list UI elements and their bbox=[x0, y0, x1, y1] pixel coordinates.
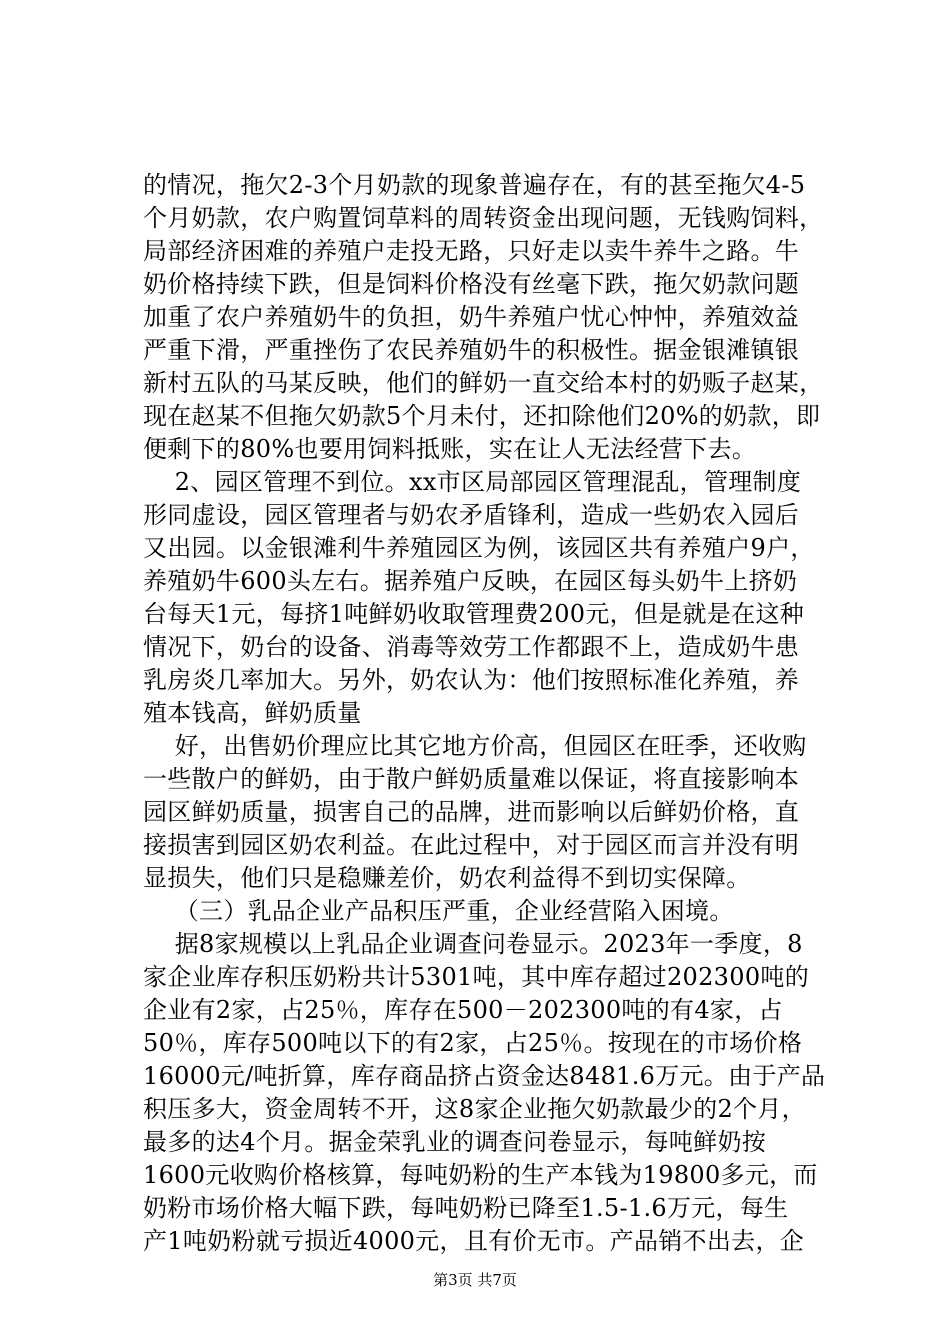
text-line: 16000元/吨折算，库存商品挤占资金达8481.6万元。由于产品 bbox=[143, 1062, 826, 1090]
text-line: 家企业库存积压奶粉共计5301吨，其中库存超过202300吨的 bbox=[143, 963, 809, 991]
text-line: 情况下，奶台的设备、消毒等效劳工作都跟不上，造成奶牛患 bbox=[143, 633, 800, 661]
text-line: 乳房炎几率加大。另外，奶农认为：他们按照标准化养殖，养 bbox=[143, 666, 800, 694]
text-line: 产1吨奶粉就亏损近4000元，且有价无市。产品销不出去，企 bbox=[143, 1227, 805, 1255]
text-line: 最多的达4个月。据金荣乳业的调查问卷显示，每吨鲜奶按 bbox=[143, 1128, 767, 1156]
text-line: 1600元收购价格核算，每吨奶粉的生产本钱为19800多元，而 bbox=[143, 1161, 818, 1189]
section-heading: （三）乳品企业产品积压严重，企业经营陷入困境。 bbox=[143, 897, 734, 925]
text-line: 奶价格持续下跌，但是饲料价格没有丝毫下跌，拖欠奶款问题 bbox=[143, 270, 800, 298]
text-line: 2、园区管理不到位。xx市区局部园区管理混乱，管理制度 bbox=[143, 468, 802, 496]
text-line: 接损害到园区奶农利益。在此过程中，对于园区而言并没有明 bbox=[143, 831, 800, 859]
text-line: 据8家规模以上乳品企业调查问卷显示。2023年一季度，8 bbox=[143, 930, 803, 958]
text-line: 台每天1元，每挤1吨鲜奶收取管理费200元，但是就是在这种 bbox=[143, 600, 805, 628]
text-line: 好，出售奶价理应比其它地方价高，但园区在旺季，还收购 bbox=[143, 732, 807, 760]
text-line: 显损失，他们只是稳赚差价，奶农利益得不到切实保障。 bbox=[143, 864, 751, 892]
text-line: 加重了农户养殖奶牛的负担，奶牛养殖户忧心忡忡，养殖效益 bbox=[143, 303, 800, 331]
text-line: 养殖奶牛600头左右。据养殖户反映，在园区每头奶牛上挤奶 bbox=[143, 567, 798, 595]
text-line: 积压多大，资金周转不开，这8家企业拖欠奶款最少的2个月， bbox=[143, 1095, 806, 1123]
text-line: 便剩下的80%也要用饲料抵账，实在让人无法经营下去。 bbox=[143, 435, 757, 463]
text-line: 个月奶款，农户购置饲草料的周转资金出现问题，无钱购饲料， bbox=[143, 204, 824, 232]
text-line: 局部经济困难的养殖户走投无路，只好走以卖牛养牛之路。牛 bbox=[143, 237, 800, 265]
text-line: 严重下滑，严重挫伤了农民养殖奶牛的积极性。据金银滩镇银 bbox=[143, 336, 800, 364]
text-line: 一些散户的鲜奶，由于散户鲜奶质量难以保证，将直接影响本 bbox=[143, 765, 800, 793]
text-line: 的情况，拖欠2-3个月奶款的现象普遍存在，有的甚至拖欠4-5 bbox=[143, 171, 806, 199]
text-line: 奶粉市场价格大幅下跌，每吨奶粉已降至1.5-1.6万元，每生 bbox=[143, 1194, 789, 1222]
text-line: 企业有2家，占25％，库存在500－202300吨的有4家，占 bbox=[143, 996, 783, 1024]
text-line: 50％，库存500吨以下的有2家，占25％。按现在的市场价格 bbox=[143, 1029, 803, 1057]
text-line: 殖本钱高，鲜奶质量 bbox=[143, 699, 362, 727]
page-number-footer: 第3页 共7页 bbox=[433, 1271, 517, 1289]
text-line: 现在赵某不但拖欠奶款5个月未付，还扣除他们20%的奶款，即 bbox=[143, 402, 821, 430]
text-line: 又出园。以金银滩利牛养殖园区为例，该园区共有养殖户9户， bbox=[143, 534, 815, 562]
text-line: 形同虚设，园区管理者与奶农矛盾锋利，造成一些奶农入园后 bbox=[143, 501, 800, 529]
text-line: 新村五队的马某反映，他们的鲜奶一直交给本村的奶贩子赵某， bbox=[143, 369, 824, 397]
text-line: 园区鲜奶质量，损害自己的品牌，进而影响以后鲜奶价格，直 bbox=[143, 798, 800, 826]
